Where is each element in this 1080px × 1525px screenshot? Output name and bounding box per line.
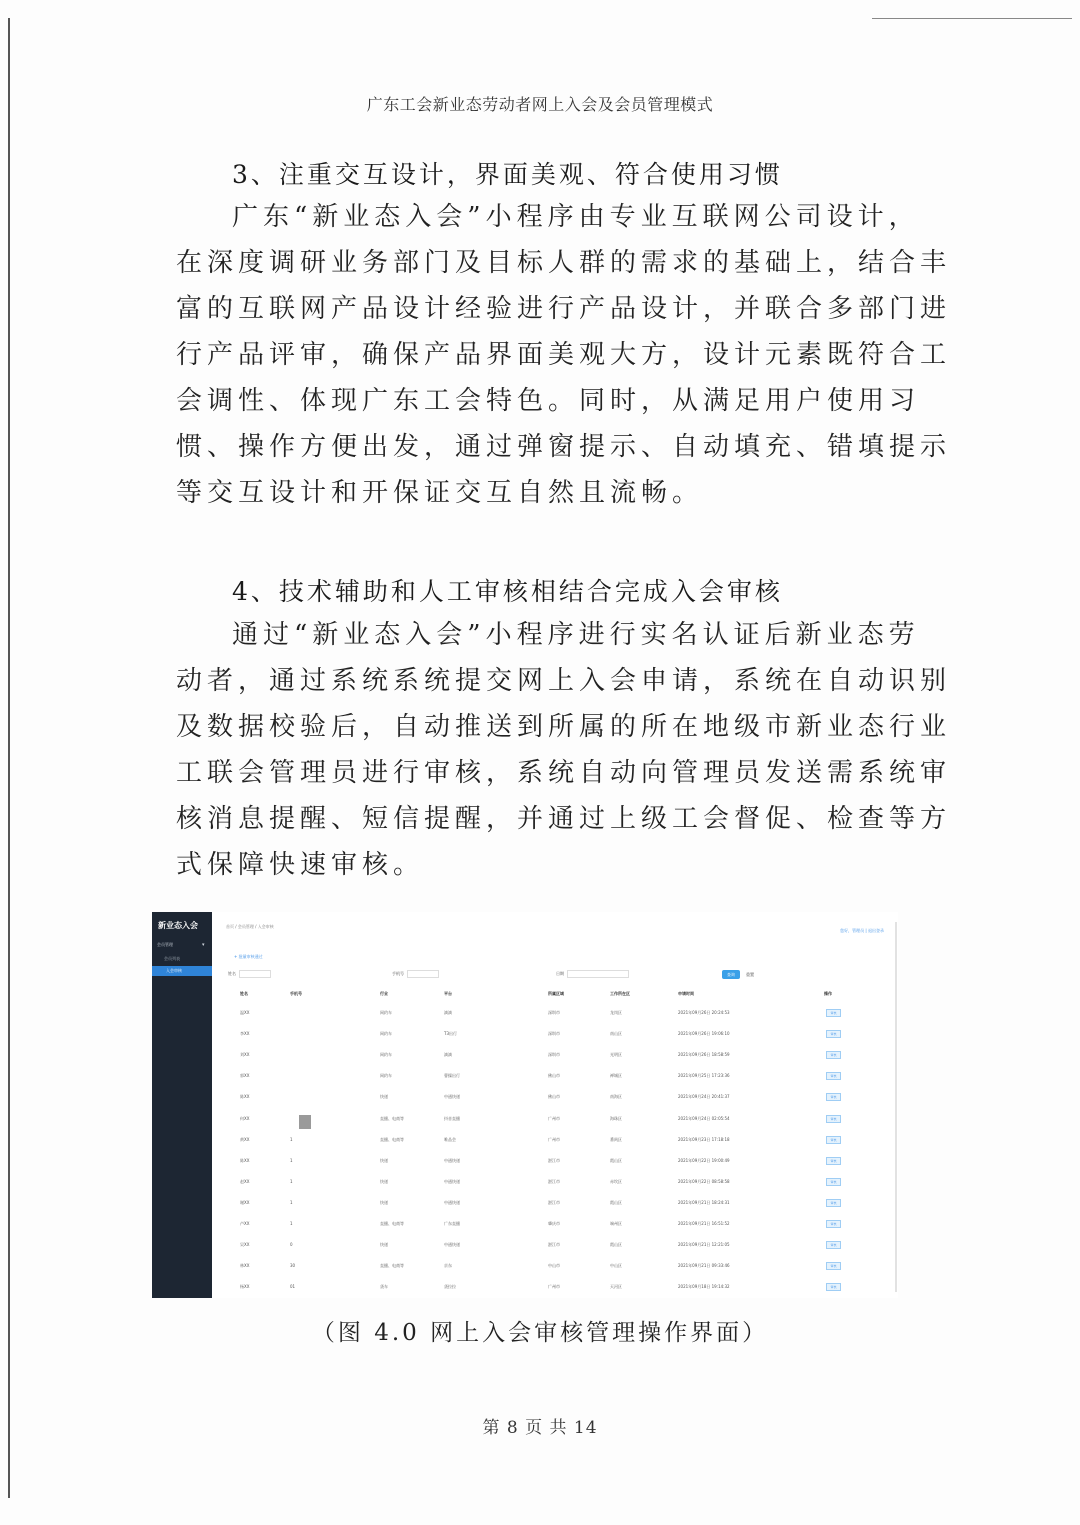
ss-cell-region: 湛江市: [548, 1178, 560, 1184]
ss-cell-name: 陈XX: [240, 1094, 250, 1100]
ss-query-button[interactable]: 查询: [722, 970, 740, 979]
paragraph-line: 动者，通过系统系统提交网上入会申请，系统在自动识别: [176, 666, 952, 696]
paragraph-line: 核消息提醒、短信提醒，并通过上级工会督促、检查等方: [176, 804, 952, 834]
ss-filter-name-input[interactable]: [239, 970, 271, 978]
ss-cell-phone: 0: [290, 1242, 293, 1248]
ss-cell-name: 刘XX: [240, 1052, 250, 1058]
ss-filter-phone-label: 手机号: [392, 971, 404, 976]
ss-cell-name: 黄XX: [240, 1136, 250, 1142]
ss-filter-date: [556, 970, 629, 978]
ss-column-header: 平台: [444, 991, 452, 996]
ss-cell-phone: 1: [290, 1136, 293, 1142]
ss-cell-time: 2021年09月23日 17:18:18: [678, 1136, 730, 1142]
ss-cell-time: 2021年09月26日 20:24:53: [678, 1010, 730, 1015]
ss-cell-phone: 1: [290, 1157, 293, 1163]
ss-cell-name: 林XX: [240, 1263, 250, 1269]
ss-cell-industry: 快递: [380, 1094, 388, 1100]
ss-cell-time: 2021年09月21日 16:51:52: [678, 1221, 730, 1226]
ss-cell-district: 天河区: [610, 1284, 622, 1290]
ss-sidebar: [152, 912, 212, 1298]
section-4-paragraph: [176, 612, 952, 888]
ss-cell-region: 广州市: [548, 1284, 560, 1290]
ss-cell-region: 深圳市: [548, 1052, 560, 1058]
ss-audit-button[interactable]: 审核: [826, 1178, 841, 1186]
ss-cell-district: 龙岗区: [610, 1010, 622, 1015]
ss-cell-district: 霞山区: [610, 1242, 622, 1248]
ss-column-header: 申请时间: [678, 991, 694, 996]
page-edge-left: [8, 18, 10, 1498]
paragraph-line: 工联会管理员进行审核，系统自动向管理员发送需系统审: [176, 758, 952, 788]
ss-cell-industry: 网约车: [380, 1073, 392, 1079]
ss-audit-button[interactable]: 审核: [826, 1051, 841, 1059]
running-header: 广东工会新业态劳动者网上入会及会员管理模式: [366, 95, 714, 114]
paragraph-line: 会调性、体现广东工会特色。同时，从满足用户使用习: [176, 386, 921, 416]
ss-cell-platform: 广东直播: [444, 1221, 460, 1226]
ss-cell-region: 佛山市: [548, 1094, 560, 1100]
ss-audit-button[interactable]: 审核: [826, 1157, 841, 1165]
ss-audit-button[interactable]: 审核: [826, 1115, 841, 1123]
ss-cell-time: 2021年09月18日 19:14:32: [678, 1284, 730, 1290]
ss-scrollbar[interactable]: [895, 922, 897, 1292]
ss-cell-time: 2021年09月25日 17:23:36: [678, 1073, 730, 1079]
ss-audit-button[interactable]: 审核: [826, 1009, 841, 1017]
ss-column-header: 手机号: [290, 991, 302, 996]
ss-audit-button[interactable]: 审核: [826, 1072, 841, 1080]
ss-cell-district: 霞山区: [610, 1157, 622, 1163]
ss-cell-name: 温XX: [240, 1010, 250, 1015]
ss-cell-region: 湛江市: [548, 1199, 560, 1205]
ss-cell-region: 广州市: [548, 1115, 560, 1121]
ss-column-header: 行业: [380, 991, 388, 996]
ss-cell-name: 郭XX: [240, 1073, 250, 1079]
paragraph-line: 在深度调研业务部门及目标人群的需求的基础上，结合丰: [176, 248, 952, 278]
ss-cell-district: 南海区: [610, 1094, 622, 1100]
ss-cell-name: 谢XX: [240, 1199, 250, 1205]
section-4-heading: 4、技术辅助和人工审核相结合完成入会审核: [232, 577, 783, 606]
ss-column-header: 所属区域: [548, 991, 564, 996]
paragraph-line: 及数据校验后，自动推送到所属的所在地级市新业态行业: [176, 712, 952, 742]
ss-cell-industry: 直播、电商等: [380, 1263, 404, 1269]
ss-audit-button[interactable]: 审核: [826, 1241, 841, 1249]
paragraph-line: 通过“新业态入会”小程序进行实名认证后新业态劳: [232, 620, 920, 650]
ss-cell-name: 李XX: [240, 1031, 250, 1037]
ss-cell-industry: 直播、电商等: [380, 1221, 404, 1226]
ss-audit-button[interactable]: 审核: [826, 1283, 841, 1291]
ss-cell-name: 吴XX: [240, 1242, 250, 1248]
ss-cell-platform: 滴滴: [444, 1010, 452, 1015]
ss-cell-platform: T3出行: [444, 1031, 457, 1037]
ss-cell-name: 卢XX: [240, 1221, 250, 1226]
ss-cell-phone: 1: [290, 1199, 293, 1205]
ss-cell-district: 光明区: [610, 1052, 622, 1058]
ss-cell-name: 陈XX: [240, 1157, 250, 1163]
ss-column-header: 操作: [824, 991, 832, 996]
ss-cell-region: 佛山市: [548, 1073, 560, 1079]
ss-cell-region: 深圳市: [548, 1010, 560, 1015]
ss-cell-region: 深圳市: [548, 1031, 560, 1037]
ss-cell-phone: 1: [290, 1178, 293, 1184]
ss-cell-district: 禅城区: [610, 1073, 622, 1079]
ss-cell-time: 2021年09月26日 18:58:59: [678, 1052, 730, 1058]
section-3-paragraph: [176, 194, 952, 516]
ss-reset-button[interactable]: 重置: [746, 972, 754, 977]
ss-menu-active-label: 入会审核: [166, 968, 182, 973]
ss-menu-group[interactable]: 会员管理: [157, 942, 173, 947]
ss-cell-name: 杨XX: [240, 1284, 250, 1290]
ss-cell-region: 湛江市: [548, 1242, 560, 1248]
ss-cell-industry: 快递: [380, 1157, 388, 1163]
ss-cell-industry: 网约车: [380, 1031, 392, 1037]
ss-cell-industry: 快递: [380, 1178, 388, 1184]
ss-column-header: 姓名: [240, 991, 248, 996]
ss-filter-date-input[interactable]: [567, 970, 629, 978]
ss-filter-phone: [392, 970, 439, 978]
ss-cell-name: 赵XX: [240, 1178, 250, 1184]
chevron-down-icon: ▾: [202, 942, 205, 948]
ss-filter-name-label: 姓名: [228, 971, 236, 976]
ss-cell-name: 何XX: [240, 1115, 250, 1121]
ss-cell-region: 湛江市: [548, 1157, 560, 1163]
ss-cell-time: 2021年09月21日 12:21:05: [678, 1242, 730, 1248]
ss-batch-approve-link[interactable]: + 批量审核通过: [234, 954, 263, 959]
ss-cell-platform: 中通快递: [444, 1199, 460, 1205]
ss-cell-region: 肇庆市: [548, 1221, 560, 1226]
paragraph-line: 式保障快速审核。: [176, 850, 425, 880]
ss-audit-button[interactable]: 审核: [826, 1030, 841, 1038]
page-number: 第 8 页 共 14: [482, 1418, 598, 1438]
paragraph-line: 富的互联网产品设计经验进行产品设计，并联合多部门进: [176, 294, 952, 324]
ss-cell-industry: 网约车: [380, 1010, 392, 1015]
ss-cell-industry: 直播、电商等: [380, 1136, 404, 1142]
ss-menu-item[interactable]: 会员列表: [164, 956, 180, 961]
paragraph-line: 等交互设计和开保证交互自然且流畅。: [176, 478, 704, 508]
ss-cell-region: 中山市: [548, 1263, 560, 1269]
ss-cell-platform: 唯品会: [444, 1136, 456, 1142]
audit-ui-screenshot: [152, 912, 898, 1298]
ss-cell-industry: 快递: [380, 1242, 388, 1248]
ss-cell-district: 端州区: [610, 1221, 622, 1226]
ss-cell-industry: 网约车: [380, 1052, 392, 1058]
ss-cell-phone: 1: [290, 1221, 293, 1226]
ss-cell-platform: 货拉拉: [444, 1284, 456, 1290]
ss-cell-time: 2021年09月24日 20:41:37: [678, 1094, 730, 1100]
page-edge-top: [872, 18, 1072, 19]
ss-cell-industry: 快递: [380, 1199, 388, 1205]
ss-cell-time: 2021年09月24日 02:05:54: [678, 1115, 730, 1121]
ss-cell-platform: 中通快递: [444, 1242, 460, 1248]
ss-audit-button[interactable]: 审核: [826, 1262, 841, 1270]
ss-audit-button[interactable]: 审核: [826, 1093, 841, 1101]
ss-audit-button[interactable]: 审核: [826, 1220, 841, 1228]
ss-cell-district: 海珠区: [610, 1115, 622, 1121]
ss-cell-district: 中山区: [610, 1263, 622, 1269]
ss-cell-district: 南山区: [610, 1031, 622, 1037]
ss-column-header: 工作所在区: [610, 991, 630, 996]
ss-cell-platform: 抖音直播: [444, 1115, 460, 1121]
ss-filter-phone-input[interactable]: [407, 970, 439, 978]
figure-caption: （图 4.0 网上入会审核管理操作界面）: [311, 1320, 769, 1346]
ss-cell-industry: 货车: [380, 1284, 388, 1290]
ss-cell-district: 霞山区: [610, 1199, 622, 1205]
ss-audit-button[interactable]: 审核: [826, 1199, 841, 1207]
ss-cell-industry: 直播、电商等: [380, 1115, 404, 1121]
ss-cell-platform: 京东: [444, 1263, 452, 1269]
ss-audit-button[interactable]: 审核: [826, 1136, 841, 1144]
paragraph-line: 广东“新业态入会”小程序由专业互联网公司设计，: [232, 202, 920, 232]
ss-cell-time: 2021年09月26日 19:06:10: [678, 1031, 730, 1037]
ss-cell-phone: 01: [290, 1284, 296, 1290]
ss-cell-platform: 中通快递: [444, 1157, 460, 1163]
ss-cell-phone: 30: [290, 1263, 296, 1269]
ss-cell-platform: 曹操出行: [444, 1073, 460, 1079]
ss-filter-name: [228, 970, 271, 978]
ss-cell-time: 2021年09月22日 08:58:58: [678, 1178, 730, 1184]
ss-cell-platform: 滴滴: [444, 1052, 452, 1058]
ss-cell-district: 赤坎区: [610, 1178, 622, 1184]
ss-cell-time: 2021年09月22日 19:00:49: [678, 1157, 730, 1163]
ss-cell-region: 广州市: [548, 1136, 560, 1142]
ss-cell-time: 2021年09月21日 18:24:31: [678, 1199, 730, 1205]
ss-cell-district: 番禺区: [610, 1136, 622, 1142]
ss-app-title: 新业态入会: [158, 921, 198, 930]
ss-menu-active[interactable]: [152, 966, 212, 976]
paragraph-line: 行产品评审，确保产品界面美观大方，设计元素既符合工: [176, 340, 952, 370]
ss-avatar-placeholder: [299, 1115, 311, 1129]
section-3-heading: 3、注重交互设计，界面美观、符合使用习惯: [232, 160, 783, 189]
ss-filter-date-label: 日期: [556, 971, 564, 976]
paragraph-line: 惯、操作方便出发，通过弹窗提示、自动填充、错填提示: [176, 432, 952, 462]
ss-top-right-links[interactable]: 您好，管理员 | 退出登录: [840, 928, 884, 933]
ss-cell-platform: 中通快递: [444, 1178, 460, 1184]
ss-breadcrumb: 首页 / 会员管理 / 入会审核: [226, 924, 274, 929]
ss-cell-time: 2021年09月21日 09:33:46: [678, 1263, 730, 1269]
ss-cell-platform: 中通快递: [444, 1094, 460, 1100]
